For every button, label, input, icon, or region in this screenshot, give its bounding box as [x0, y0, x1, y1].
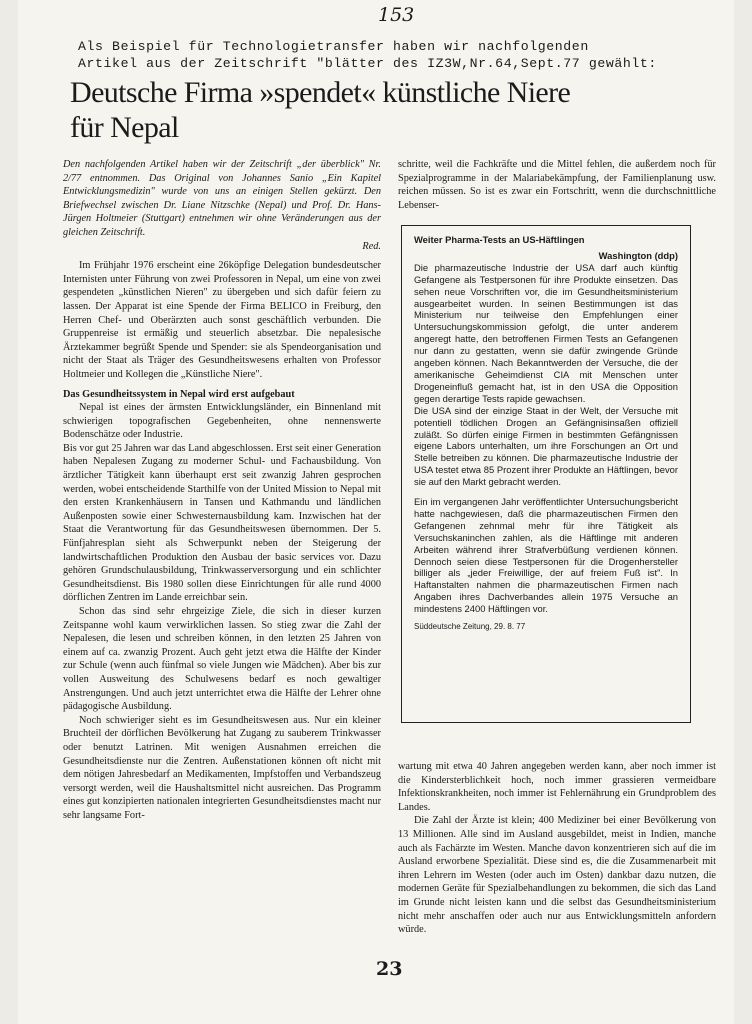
page-number-top: 153 [378, 4, 415, 26]
paragraph: Noch schwieriger sieht es im Gesundheitswesen aus. Nur ein kleiner Bruchteil der dörflichen Bevölkerung hat Zugang zu sauberem Trinkwasser oder benutzt Latrinen. Mit wenigen Ausnahmen erreichen die Gesundheitsdienste nur die Zentren. Außenstationen können oft nicht mit dem nötigen Jahresbedarf an Medikamenten, Impfstoffen und Verbandszeug versorgt werden, weil die Haushaltsmittel nicht ausreichen. Das Programm eines gut konzipierten nationalen integrierten Gesundheitsdienstes macht nur sehr langsame Fort- [63, 714, 381, 821]
headline-line: für Nepal [70, 111, 179, 144]
box-paragraph: Die pharmazeutische Industrie der USA darf auch künftig Gefangene als Testpersonen für ihre Produkte einsetzen. Das sehen neue Vorschriften vor, die im Gesundheitsministerium ausgearbeitet wurden. In seinen Bestimmungen ist das Ministerium nur teilweise den Empfehlungen einer Untersuchungskommission gefolgt, die unter anderem angeregt hatte, den betroffenen Firmen Tests an Gefangenen nur dann zu gestatten, wenn sie dafür zwingende Gründe angeben können. Nach Bekanntwerden der Versuche, die der amerikanische Geheimdienst CIA mit Menschen unter Drogeneinfluß gemacht hat, ist in den USA die Opposition gegen derartige Tests rapide gewachsen. [414, 261, 678, 404]
paragraph: Die Zahl der Ärzte ist klein; 400 Mediziner bei einer Bevölkerung von 13 Millionen. Alle sind im Ausland ausgebildet, meist in Indien, manche auch als Fachärzte im Westen. Manche davon konzentrieren sich auf die im Ausland erworbene Spezialität. Diese sind es, die die Zusammenarbeit mit ihren Lehrern im Westen (oder auch im Osten) dankbar dazu nutzen, die modernen Geräte für Spezialbehandlungen zu bekommen, die sich das Land im Grunde nicht leisten kann und die selbst das Gesundheitsministerium nicht mehr anschaffen oder auch nur aus Entwicklungsmitteln anfordern würde. [398, 815, 716, 936]
paragraph: Nepal ist eines der ärmsten Entwicklungsländer, ein Binnenland mit schwierigen topografischen Gegebenheiten, ohne nennenswerte Bodenschätze oder Industrie. [63, 402, 381, 441]
paragraph: wartung mit etwa 40 Jahren angegeben werden kann, aber noch immer ist die Kindersterblichkeit hoch, noch immer grassieren vermeidbare Infektionskrankheiten, noch immer ist Fehlernährung ein Grundproblem des Landes. [398, 761, 716, 813]
box-dateline: Washington (ddp) [598, 249, 678, 261]
right-column-bottom [398, 760, 716, 937]
box-paragraph: Die USA sind der einzige Staat in der Welt, der Versuche mit potentiell tödlichen Drogen an Gefängnisinsaßen offiziell zuläßt. So dürfen einige Firmen in bestimmten Gefängnissen eigene Labors unterhalten, um ihre Forschungen an Ort und Stelle betreiben zu können. Die pharmazeutische Industrie der USA testet etwa 85 Prozent ihrer Produkte an Häftlingen, bevor sie auf den Markt gebracht werden. [414, 404, 678, 488]
intro-text: Den nachfolgenden Artikel haben wir der Zeitschrift „der überblick" Nr. 2/77 entnommen. Das Original von Johannes Sanio „Ein Kapitel Entwicklungsmedizin" wurde von uns an einigen Stellen gekürzt. Den Briefwechsel zwischen Dr. Liane Nitzschke (Nepal) und Prof. Dr. Hans-Jürgen Holtmeier (Stuttgart) entnehmen wir ohne Veränderungen aus der gleichen Zeitschrift. [63, 159, 381, 238]
typed-header-line: Als Beispiel für Technologietransfer haben wir nachfolgenden [78, 39, 589, 54]
box-source: Süddeutsche Zeitung, 29. 8. 77 [414, 622, 526, 632]
left-column [63, 158, 381, 823]
page-number-bottom: 23 [376, 958, 403, 980]
document-page [18, 0, 734, 1024]
box-title: Weiter Pharma-Tests an US-Häftlingen [414, 234, 585, 245]
paragraph: Bis vor gut 25 Jahren war das Land abgeschlossen. Erst seit einer Generation haben Nepalesen Zugang zu moderner Schul- und Fachausbildung. Von ärztlicher Tätigkeit kann überhaupt erst seit zwanzig Jahren gesprochen werden, wobei entscheidende Starthilfe von der United Mission to Nepal mit den ersten Krankenhäusern in Tansen und Kathmandu und ländlichen Außenposten sowie einer Schwesternausbildung kam. Inzwischen hat der Staat die Verantwortung für das Gesundheitswesen übernommen. Der 5. Fünfjahresplan sieht als Schwerpunkt neben der Steigerung der landwirtschaftlichen Produktion den Ausbau der basic services vor. Dazu gehören Grundschulausbildung, Trinkwasserversorgung und ein schlichter Gesundheitsdienst. Bis 1980 sollen diese Einrichtungen für alle rund 4000 dörflichen Zentren im Lande erreichbar sein. [63, 442, 381, 604]
paragraph: Im Frühjahr 1976 erscheint eine 26köpfige Delegation bundesdeutscher Internisten unter Führung von zwei Professoren in Nepal, um eine von zwei gespendeten „künstlichen Nieren" zu übergeben und sich dafür feiern zu lassen. Der Apparat ist eine Spende der Firma BELICO in Freiburg, den Herren Chef- und Oberärzten auch sonst geschäftlich verbunden. Die Gruppenreise ist ermäßig und steuerlich absetzbar. Die nepalesische Ärztekammer begrüßt Spende und Spender: sie als Spendeorganisation und nicht der Staat als Träger des Gesundheitswesens erhalten von Professor Holtmeier und Kollegen die „Künstliche Niere". [63, 260, 381, 380]
section-subheading: Das Gesundheitssystem in Nepal wird erst aufgebaut [63, 388, 295, 400]
headline-line: Deutsche Firma »spendet« künstliche Niere [70, 76, 571, 109]
intro-signature: Red. [362, 240, 381, 252]
article-headline [70, 75, 710, 145]
typed-header-line: Artikel aus der Zeitschrift "blätter des IZ3W,Nr.64,Sept.77 gewählt: [78, 56, 657, 71]
sidebar-news-box [401, 225, 691, 723]
box-paragraph: Ein im vergangenen Jahr veröffentlichter Untersuchungsbericht hatte nachgewiesen, daß die pharmazeutischen Firmen den Gefangenen zehnmal mehr für ihre Tätigkeit als Versuchskaninchen zahlen, als die Häftlinge mit anderen Arbeiten während ihrer Strafverbüßung verdienen können. Dennoch seien diese Testpersonen für die Drogenhersteller billiger als „jeder Freiwillige, der auf freiem Fuß ist". In Haftanstalten nahmen die pharmazeutischen Firmen nach Angaben ihres Dachverbandes allein 1975 Versuche an mindestens 2400 Häftlingen vor. [414, 496, 678, 615]
typed-header [78, 38, 718, 72]
right-column-top [398, 158, 716, 212]
paragraph: schritte, weil die Fachkräfte und die Mittel fehlen, die außerdem noch für Spezialprogramme in der Malariabekämpfung, der Familienplanung usw. reichen müssen. So ist es zwar ein Fortschritt, wenn die durchschnittliche Lebenser- [398, 159, 716, 211]
paragraph: Schon das sind sehr ehrgeizige Ziele, die sich in dieser kurzen Zeitspanne wohl kaum verwirklichen lassen. So stieg zwar die Zahl der Nepalesen, die lesen und schreiben können, in den letzten 25 Jahren von einem auf ca. zwanzig Prozent. Auch geht jetzt etwa die Hälfte der Kinder zur Schule (wenn auch fünfmal so viele Jungen wie Mädchen). Aber bis zur vollen Ausweitung des Schulwesens bedarf es noch gewaltiger Anstrengungen. Und auch jetzt unterrichtet etwa die Hälfte der Lehrer ohne pädagogische Ausbildung. [63, 606, 381, 713]
